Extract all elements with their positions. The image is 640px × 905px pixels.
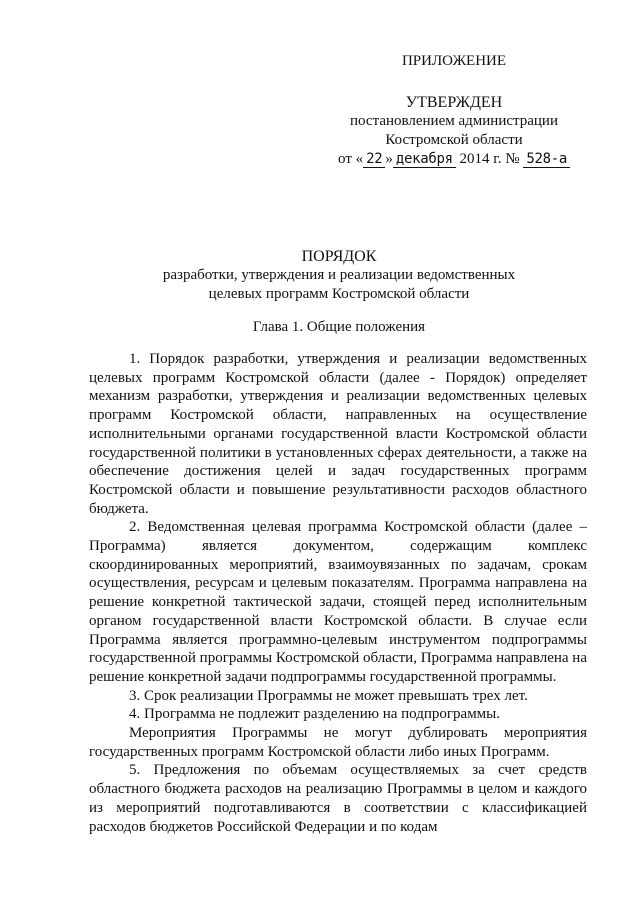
approved-by-line-2: Костромской области bbox=[385, 132, 523, 148]
document-number: 528-а bbox=[523, 151, 570, 168]
date-separator: » bbox=[385, 151, 393, 167]
approval-date-line bbox=[336, 150, 572, 169]
approval-block bbox=[336, 52, 572, 169]
paragraph-3: 3. Срок реализации Программы не может превышать трех лет. bbox=[129, 687, 528, 704]
paragraph-4-continued: Мероприятия Программы не могут дублировать мероприятия государственных программ Костромской области либо иных Программ. bbox=[89, 725, 587, 760]
document-heading bbox=[100, 247, 578, 304]
paragraph-1: 1. Порядок разработки, утверждения и реализации ведомственных целевых программ Костромской области (далее - Порядок) определяет механизм разработки, утверждения и реализации ведомственных целевых программ Костромской области, направленных на осуществление исполнительными органами государственной власти Костромской области государственной политики в установленных сферах деятельности, а также на обеспечение достижения целей и задач государственных программ Костромской области и повышение результативности расходов областного бюджета. bbox=[89, 351, 587, 517]
paragraph-5: 5. Предложения по объемам осуществляемых за счет средств областного бюджета расходов на реализацию Программы в целом и каждого из мероприятий подготавливаются в соответствии с классификацией расходов бюджетов Российской Федерации и по кодам bbox=[89, 762, 587, 835]
date-year: 2014 г. № bbox=[459, 151, 520, 167]
document-subtitle-line-2: целевых программ Костромской области bbox=[208, 286, 470, 302]
paragraph-4: 4. Программа не подлежит разделению на подпрограммы. bbox=[129, 706, 501, 723]
document-body bbox=[89, 350, 587, 836]
date-prefix: от « bbox=[338, 151, 364, 167]
approved-label: УТВЕРЖДЕН bbox=[405, 94, 503, 111]
date-day: 22 bbox=[363, 151, 385, 168]
chapter-heading: Глава 1. Общие положения bbox=[252, 319, 426, 335]
document-title: ПОРЯДОК bbox=[301, 248, 377, 265]
appendix-label: ПРИЛОЖЕНИЕ bbox=[401, 53, 507, 69]
approved-by-line-1: постановлением администрации bbox=[350, 113, 558, 129]
paragraph-2: 2. Ведомственная целевая программа Костромской области (далее – Программа) является документом, содержащим комплекс скоординированных мероприятий, взаимоувязанных по задачам, срокам осуществления, ресурсам и целевым показателям. Программа направлена на решение конкретной тактической задачи, стоящей перед исполнительным органом государственной власти Костромской области. В случае если Программа является программно-целевым инструментом подпрограммы государственной программы Костромской области, Программа направлена на решение конкретной задачи подпрограммы государственной программы. bbox=[89, 519, 587, 685]
date-month: декабря bbox=[393, 151, 456, 168]
document-subtitle-line-1: разработки, утверждения и реализации ведомственных bbox=[162, 267, 516, 283]
